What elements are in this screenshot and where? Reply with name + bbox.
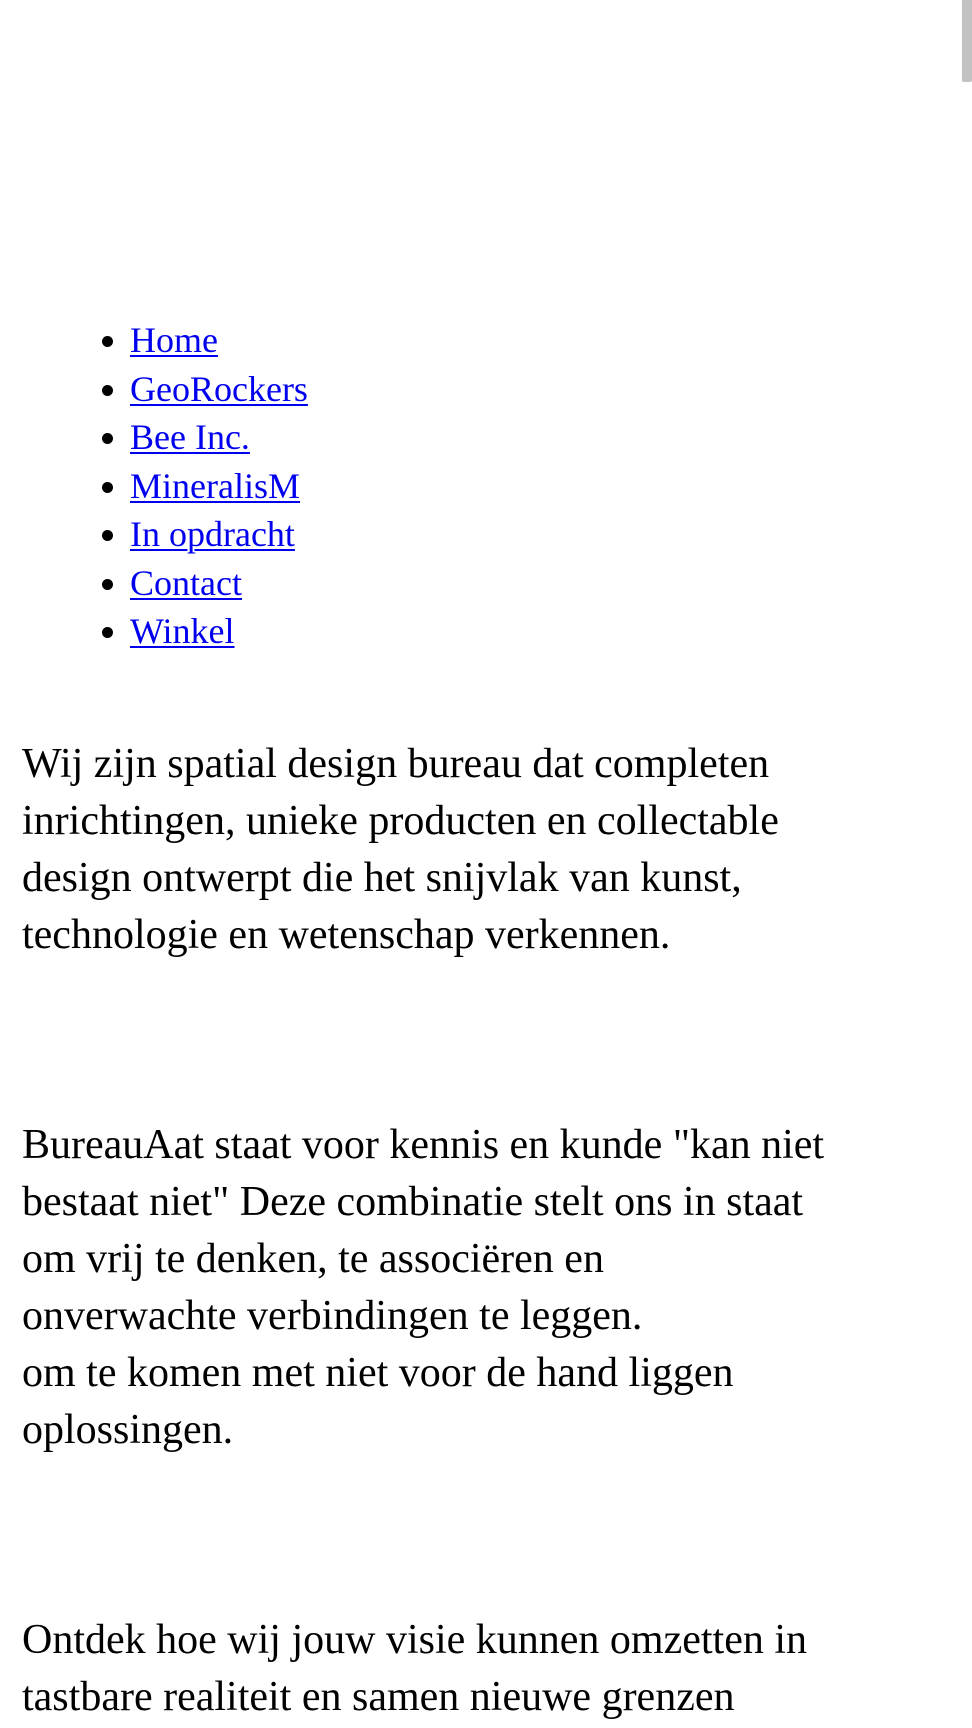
nav-link-bee-inc[interactable]: Bee Inc.: [130, 417, 250, 457]
nav-link-winkel[interactable]: Winkel: [130, 611, 235, 651]
nav-link-home[interactable]: Home: [130, 320, 218, 360]
nav-link-georockers[interactable]: GeoRockers: [130, 368, 308, 409]
scrollbar-thumb[interactable]: [962, 0, 972, 82]
nav-item-mineralism: [130, 462, 308, 511]
intro-paragraph: Wij zijn spatial design bureau dat completen inrichtingen, unieke producten en collectable design ontwerpt die het snijvlak van kunst, technologie en wetenschap verkennen.: [22, 741, 779, 958]
nav-item-in-opdracht: [130, 510, 308, 559]
nav-item-contact: [130, 559, 308, 608]
about-paragraph: BureauAat staat voor kennis en kunde "kan niet bestaat niet" Deze combinatie stelt ons in staat om vrij te denken, te associëren en onverwachte verbindingen te leggen. om te komen met niet voor de hand liggen oplossingen.: [22, 1122, 825, 1453]
nav-item-winkel: [130, 607, 308, 656]
nav-item-bee-inc: [130, 413, 308, 462]
nav-link-in-opdracht[interactable]: In opdracht: [130, 514, 295, 554]
nav-link-contact[interactable]: Contact: [130, 562, 242, 603]
nav-item-georockers: [130, 365, 308, 414]
nav-item-home: [130, 316, 308, 365]
cta-paragraph: Ontdek hoe wij jouw visie kunnen omzetten in tastbare realiteit en samen nieuwe grenzen: [22, 1617, 808, 1720]
nav-link-mineralism[interactable]: MineralisM: [130, 465, 300, 506]
main-navigation: [0, 316, 308, 656]
